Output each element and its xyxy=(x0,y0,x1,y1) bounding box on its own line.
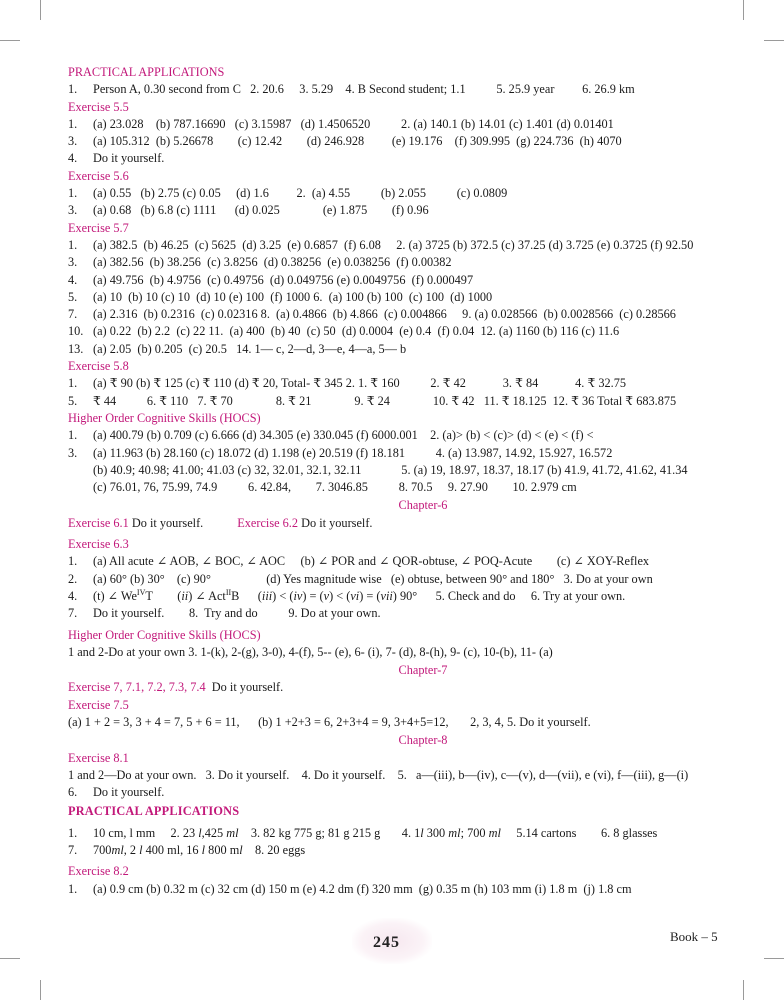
answer-text: (a) 10 (b) 10 (c) 10 (d) 10 (e) 100 (f) 1000 6. (a) 100 (b) 100 (c) 100 (d) 1000 xyxy=(93,289,493,304)
item-number: 1. xyxy=(68,825,78,840)
section-hocs-ch5 xyxy=(68,410,728,496)
answer-text: ) 90° 5. Check and do 6. Try at your own. xyxy=(392,588,626,603)
item-number: 3. xyxy=(68,255,78,270)
answer-line: 1 and 2—Do at your own. 3. Do it yourself. 4. Do it yourself. 5. a—(iii), b—(iv), c—(v), d—(vii), e (vi), f—(iii), g—(i) xyxy=(68,767,689,782)
crop-mark xyxy=(40,980,41,1000)
answer-line xyxy=(68,81,728,98)
item-number: 1. xyxy=(68,554,78,569)
answer-text: 3. 82 kg 775 g; 81 g 215 g 4. 1 xyxy=(238,825,421,840)
section-exercise-5-8 xyxy=(68,358,728,410)
answer-text: (a) ₹ 90 (b) ₹ 125 (c) ₹ 110 (d) ₹ 20, Total- ₹ 345 2. 1. ₹ 160 2. ₹ 42 3. ₹ 84 4. ₹ 32.75 xyxy=(93,376,627,391)
exercise-6-1-6-2-line xyxy=(68,515,728,532)
section-practical-applications xyxy=(68,64,728,99)
answer-text: (b) 40.9; 40.98; 41.00; 41.03 (c) 32, 32.01, 32.1, 32.11 5. (a) 19, 18.97, 18.37, 18.17 (b) 41.9, 41.72, 41.62, 41.34 xyxy=(93,462,688,477)
answer-line xyxy=(68,842,728,859)
crop-mark xyxy=(0,958,20,959)
item-number: 5. xyxy=(68,289,78,304)
answer-text: 700 xyxy=(93,843,112,858)
item-number: 6. xyxy=(68,785,78,800)
answer-line xyxy=(68,323,728,340)
item-number: 2. xyxy=(68,571,78,586)
section-heading: PRACTICAL APPLICATIONS xyxy=(68,65,225,79)
crop-mark xyxy=(764,958,784,959)
answer-line xyxy=(68,825,728,842)
roman-numeral: vii xyxy=(380,588,393,603)
superscript: IV xyxy=(136,587,146,597)
section-exercise-5-7 xyxy=(68,220,728,358)
crop-mark xyxy=(743,980,744,1000)
answer-line xyxy=(68,116,728,133)
answer-text: 8. 20 eggs xyxy=(242,843,306,858)
section-exercise-5-5 xyxy=(68,99,728,168)
roman-numeral: ii xyxy=(181,588,189,603)
answer-line: (a) 1 + 2 = 3, 3 + 4 = 7, 5 + 6 = 11, (b) 1 +2+3 = 6, 2+3+4 = 9, 3+4+5=12, 2, 3, 4, 5. Do it yourself. xyxy=(68,714,591,729)
item-number: 1. xyxy=(68,428,78,443)
answer-line xyxy=(68,571,728,588)
section-heading: Exercise 5.8 xyxy=(68,359,129,374)
answer-line xyxy=(68,445,728,462)
answer-text: 5.14 cartons 6. 8 glasses xyxy=(500,825,658,840)
item-number: 3. xyxy=(68,134,78,149)
answer-text: Do it yourself. 8. Try and do 9. Do at your own. xyxy=(93,606,381,621)
exercise-7-line xyxy=(68,679,728,696)
roman-numeral: iii xyxy=(261,588,273,603)
item-number: 1. xyxy=(68,881,78,896)
answer-text: (c) 76.01, 76, 75.99, 74.9 6. 42.84, 7. 3046.85 8. 70.5 9. 27.90 10. 2.979 cm xyxy=(93,480,577,495)
crop-mark xyxy=(764,40,784,41)
answer-text: (a) 0.68 (b) 6.8 (c) 1111 (d) 0.025 (e) 1.875 (f) 0.96 xyxy=(93,203,429,218)
unit-text: l xyxy=(139,843,143,858)
exercise-6-2-text: Do it yourself. xyxy=(301,515,373,530)
item-number: 1. xyxy=(68,237,78,252)
item-number: 4. xyxy=(68,272,78,287)
unit-text: l xyxy=(198,825,202,840)
answer-line xyxy=(68,254,728,271)
answer-text: (a) 0.55 (b) 2.75 (c) 0.05 (d) 1.6 2. (a) 4.55 (b) 2.055 (c) 0.0809 xyxy=(93,186,508,201)
answer-text: 400 ml, 16 xyxy=(142,843,202,858)
chapter-8-title: Chapter-8 xyxy=(398,733,448,748)
item-number: 7. xyxy=(68,307,78,322)
answer-line xyxy=(68,375,728,392)
roman-numeral: v xyxy=(323,588,330,603)
unit-text: l xyxy=(420,825,424,840)
unit-text: l xyxy=(239,843,243,858)
roman-numeral: iv xyxy=(293,588,303,603)
answer-text: (a) 0.9 cm (b) 0.32 m (c) 32 cm (d) 150 m (e) 4.2 dm (f) 320 mm (g) 0.35 m (h) 103 mm (i) 1.8 m (j) 1.8 cm xyxy=(93,881,632,896)
item-number: 1. xyxy=(68,82,78,97)
answer-line xyxy=(68,306,728,323)
item-number: 5. xyxy=(68,393,78,408)
crop-mark xyxy=(0,40,20,41)
item-number: 3. xyxy=(68,445,78,460)
section-heading: Exercise 7.5 xyxy=(68,697,129,712)
answer-text: (a) 11.963 (b) 28.160 (c) 18.072 (d) 1.198 (e) 20.519 (f) 18.181 4. (a) 13.987, 14.92, 15.927, 16.572 xyxy=(93,445,613,460)
answer-text: B ( xyxy=(231,588,262,603)
crop-mark xyxy=(40,0,41,20)
answer-line: 1 and 2-Do at your own 3. 1-(k), 2-(g), 3-0), 4-(f), 5-- (e), 6- (i), 7- (d), 8-(h), 9- (c), 10-(b), 11- (a) xyxy=(68,644,553,659)
answer-text: ) < ( xyxy=(272,588,294,603)
answer-line xyxy=(68,289,728,306)
answer-line xyxy=(68,605,728,622)
answer-text: (a) 0.22 (b) 2.2 (c) 22 11. (a) 400 (b) 40 (c) 50 (d) 0.0004 (e) 0.4 (f) 0.04 12. (a) 1160 (b) 116 (c) 11.6 xyxy=(93,324,620,339)
answer-text: Do it yourself. xyxy=(93,151,165,166)
crop-mark xyxy=(743,0,744,20)
item-number: 4. xyxy=(68,151,78,166)
answer-text: 300 xyxy=(423,825,449,840)
answer-line xyxy=(68,784,728,801)
page-number: 245 xyxy=(373,934,400,951)
answer-line xyxy=(68,150,728,167)
answer-text: ) = ( xyxy=(302,588,324,603)
answer-text: 10 cm, l mm 2. 23 xyxy=(93,825,199,840)
answer-text: Do it yourself. xyxy=(93,785,165,800)
answer-line xyxy=(68,479,728,496)
answer-text: ₹ 44 6. ₹ 110 7. ₹ 70 8. ₹ 21 9. ₹ 24 10. ₹ 42 11. ₹ 18.125 12. ₹ 36 Total ₹ 683.875 xyxy=(93,393,677,408)
superscript: II xyxy=(225,587,232,597)
section-heading: PRACTICAL APPLICATIONS xyxy=(68,804,240,819)
answer-text: (t) ∠ We xyxy=(93,588,137,603)
answer-line xyxy=(68,393,728,410)
roman-numeral: vi xyxy=(350,588,360,603)
answer-text: T ( xyxy=(145,588,182,603)
unit-text: l xyxy=(201,843,206,858)
answer-line xyxy=(68,553,728,570)
answer-text: (a) 49.756 (b) 4.9756 (c) 0.49756 (d) 0.049756 (e) 0.0049756 (f) 0.000497 xyxy=(93,272,474,287)
exercise-7-heading: Exercise 7, 7.1, 7.2, 7.3, 7.4 xyxy=(68,680,206,695)
item-number: 7. xyxy=(68,606,78,621)
answer-text: , 2 xyxy=(123,843,140,858)
answer-line xyxy=(68,588,728,605)
answer-line xyxy=(68,133,728,150)
section-heading: Higher Order Cognitive Skills (HOCS) xyxy=(68,410,261,425)
answer-text: ) < ( xyxy=(329,588,351,603)
unit-text: ml xyxy=(111,843,124,858)
answer-text: 800 m xyxy=(205,843,240,858)
answer-text: ; 700 xyxy=(460,825,489,840)
item-number: 4. xyxy=(68,588,78,603)
section-heading: Exercise 6.3 xyxy=(68,537,129,552)
section-heading: Higher Order Cognitive Skills (HOCS) xyxy=(68,627,261,642)
section-heading: Exercise 8.2 xyxy=(68,864,129,879)
exercise-7-text: Do it yourself. xyxy=(211,680,284,695)
answer-text: Person A, 0.30 second from C 2. 20.6 3. 5.29 4. B Second student; 1.1 5. 25.9 year 6. 26.9 km xyxy=(93,82,635,97)
section-heading: Exercise 5.7 xyxy=(68,220,129,235)
answer-line xyxy=(68,427,728,444)
item-number: 10. xyxy=(68,324,84,339)
chapter-7-title: Chapter-7 xyxy=(398,663,448,678)
answer-text: ) ∠ Act xyxy=(188,588,226,603)
answer-line xyxy=(68,202,728,219)
answer-text: (a) 400.79 (b) 0.709 (c) 6.666 (d) 34.305 (e) 330.045 (f) 6000.001 2. (a)> (b) < (c)> (d) < (e) < (f) < xyxy=(93,428,594,443)
answer-line xyxy=(68,341,728,358)
answer-line xyxy=(68,185,728,202)
exercise-6-1-text: Do it yourself. xyxy=(131,515,204,530)
section-exercise-5-6 xyxy=(68,168,728,220)
answer-line xyxy=(68,462,728,479)
item-number: 1. xyxy=(68,376,78,391)
section-heading: Exercise 8.1 xyxy=(68,750,129,765)
item-number: 13. xyxy=(68,341,84,356)
item-number: 7. xyxy=(68,843,78,858)
answer-text: (a) 2.316 (b) 0.2316 (c) 0.02316 8. (a) 0.4866 (b) 4.866 (c) 0.004866 9. (a) 0.028566 (b) 0.0028566 (c) 0.28566 xyxy=(93,307,676,322)
unit-text: ml xyxy=(448,825,461,840)
answer-line xyxy=(68,272,728,289)
section-heading: Exercise 5.5 xyxy=(68,99,129,114)
exercise-6-2-heading: Exercise 6.2 xyxy=(237,515,299,530)
answer-text: (a) 105.312 (b) 5.26678 (c) 12.42 (d) 246.928 (e) 19.176 (f) 309.995 (g) 224.736 (h) 4070 xyxy=(93,134,622,149)
item-number: 3. xyxy=(68,203,78,218)
section-heading: Exercise 5.6 xyxy=(68,168,129,183)
unit-text: ml xyxy=(488,825,501,840)
item-number: 1. xyxy=(68,116,78,131)
answer-key-content xyxy=(68,64,728,898)
chapter-6-title: Chapter-6 xyxy=(398,498,448,513)
answer-text: (a) 23.028 (b) 787.16690 (c) 3.15987 (d) 1.4506520 2. (a) 140.1 (b) 14.01 (c) 1.401 (d) 0.01401 xyxy=(93,116,614,131)
answer-text: (a) 60° (b) 30° (c) 90° (d) Yes magnitude wise (e) obtuse, between 90° and 180° 3. Do at your own xyxy=(93,571,653,586)
answer-text: ,425 xyxy=(201,825,227,840)
answer-text: (a) 382.56 (b) 38.256 (c) 3.8256 (d) 0.38256 (e) 0.038256 (f) 0.00382 xyxy=(93,255,452,270)
book-label: Book – 5 xyxy=(670,929,718,944)
answer-text: (a) 382.5 (b) 46.25 (c) 5625 (d) 3.25 (e) 0.6857 (f) 6.08 2. (a) 3725 (b) 372.5 (c) 37.25 (d) 3.725 (e) 0.3725 (f) 92.50 xyxy=(93,237,694,252)
answer-line xyxy=(68,237,728,254)
item-number: 1. xyxy=(68,186,78,201)
answer-text: ) = ( xyxy=(359,588,381,603)
unit-text: ml xyxy=(226,825,239,840)
answer-line xyxy=(68,881,728,898)
answer-text: (a) 2.05 (b) 0.205 (c) 20.5 14. 1— c, 2—d, 3—e, 4—a, 5— b xyxy=(93,341,407,356)
answer-text: (a) All acute ∠ AOB, ∠ BOC, ∠ AOC (b) ∠ POR and ∠ QOR-obtuse, ∠ POQ-Acute (c) ∠ XOY-Reflex xyxy=(93,554,650,569)
exercise-6-1-heading: Exercise 6.1 xyxy=(68,515,129,530)
